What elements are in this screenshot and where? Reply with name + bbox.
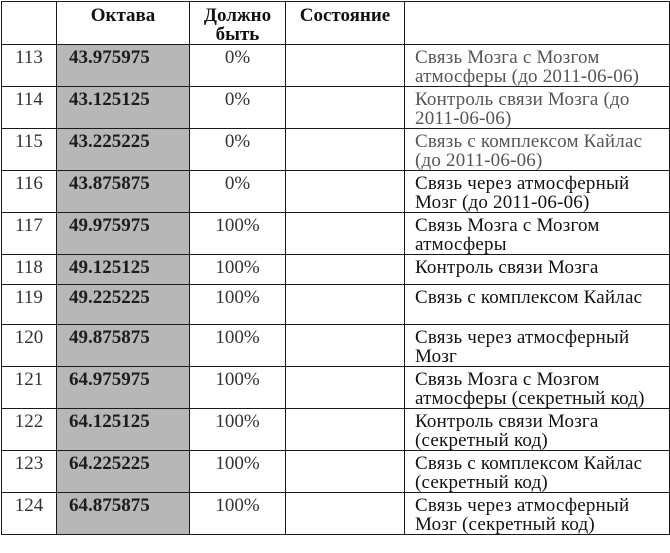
state-cell bbox=[286, 255, 405, 285]
row-number-cell: 114 bbox=[2, 87, 57, 129]
row-number-cell: 122 bbox=[2, 409, 57, 451]
state-cell bbox=[286, 171, 405, 213]
should-be-cell: 100% bbox=[190, 213, 286, 255]
description-cell: Связь через атмосферный Мозг (до 2011-06-06) bbox=[405, 171, 670, 213]
description-cell: Контроль связи Мозга (до 2011-06-06) bbox=[405, 87, 670, 129]
row-number-cell: 124 bbox=[2, 493, 57, 535]
state-cell bbox=[286, 409, 405, 451]
description-cell: Связь с комплексом Кайлас bbox=[405, 285, 670, 325]
should-be-cell: 100% bbox=[190, 409, 286, 451]
table-row bbox=[2, 45, 670, 87]
state-cell bbox=[286, 45, 405, 87]
row-number-cell: 121 bbox=[2, 367, 57, 409]
row-number-cell: 120 bbox=[2, 325, 57, 367]
row-number-cell: 113 bbox=[2, 45, 57, 87]
description-cell: Связь Мозга с Мозгом атмосферы bbox=[405, 213, 670, 255]
table-row bbox=[2, 129, 670, 171]
row-number-cell: 123 bbox=[2, 451, 57, 493]
description-cell: Связь с комплексом Кайлас (секретный код) bbox=[405, 451, 670, 493]
description-cell: Связь Мозга с Мозгом атмосферы (до 2011-06-06) bbox=[405, 45, 670, 87]
octave-cell: 49.875875 bbox=[57, 325, 190, 367]
octave-cell: 43.125125 bbox=[57, 87, 190, 129]
table-row bbox=[2, 87, 670, 129]
state-cell bbox=[286, 285, 405, 325]
header-desc bbox=[405, 2, 670, 45]
should-be-cell: 100% bbox=[190, 285, 286, 325]
should-be-cell: 100% bbox=[190, 451, 286, 493]
octave-cell: 64.125125 bbox=[57, 409, 190, 451]
table-row bbox=[2, 367, 670, 409]
should-be-cell: 0% bbox=[190, 45, 286, 87]
table-header-row bbox=[2, 2, 670, 45]
header-should-be: Должно быть bbox=[190, 2, 286, 45]
octave-cell: 43.875875 bbox=[57, 171, 190, 213]
should-be-cell: 100% bbox=[190, 255, 286, 285]
description-cell: Связь с комплексом Кайлас (до 2011-06-06) bbox=[405, 129, 670, 171]
description-cell: Контроль связи Мозга (секретный код) bbox=[405, 409, 670, 451]
octave-cell: 49.975975 bbox=[57, 213, 190, 255]
row-number-cell: 118 bbox=[2, 255, 57, 285]
octave-cell: 43.225225 bbox=[57, 129, 190, 171]
should-be-cell: 100% bbox=[190, 367, 286, 409]
table-row bbox=[2, 325, 670, 367]
state-cell bbox=[286, 213, 405, 255]
state-cell bbox=[286, 451, 405, 493]
row-number-cell: 117 bbox=[2, 213, 57, 255]
table-row bbox=[2, 171, 670, 213]
description-cell: Связь через атмосферный Мозг (секретный код) bbox=[405, 493, 670, 535]
octave-cell: 43.975975 bbox=[57, 45, 190, 87]
state-cell bbox=[286, 129, 405, 171]
octave-cell: 49.225225 bbox=[57, 285, 190, 325]
state-cell bbox=[286, 325, 405, 367]
state-cell bbox=[286, 493, 405, 535]
octave-cell: 49.125125 bbox=[57, 255, 190, 285]
frequency-table bbox=[1, 1, 670, 535]
should-be-cell: 0% bbox=[190, 87, 286, 129]
table-row bbox=[2, 451, 670, 493]
should-be-cell: 100% bbox=[190, 493, 286, 535]
table-row bbox=[2, 213, 670, 255]
header-state: Состояние bbox=[286, 2, 405, 45]
should-be-cell: 100% bbox=[190, 325, 286, 367]
state-cell bbox=[286, 87, 405, 129]
table-row bbox=[2, 285, 670, 325]
description-cell: Связь через атмосферный Мозг bbox=[405, 325, 670, 367]
header-num bbox=[2, 2, 57, 45]
table-row bbox=[2, 255, 670, 285]
should-be-cell: 0% bbox=[190, 171, 286, 213]
octave-cell: 64.875875 bbox=[57, 493, 190, 535]
state-cell bbox=[286, 367, 405, 409]
should-be-cell: 0% bbox=[190, 129, 286, 171]
row-number-cell: 116 bbox=[2, 171, 57, 213]
table-row bbox=[2, 493, 670, 535]
table-row bbox=[2, 409, 670, 451]
row-number-cell: 119 bbox=[2, 285, 57, 325]
description-cell: Связь Мозга с Мозгом атмосферы (секретный код) bbox=[405, 367, 670, 409]
header-octave: Октава bbox=[57, 2, 190, 45]
octave-cell: 64.975975 bbox=[57, 367, 190, 409]
row-number-cell: 115 bbox=[2, 129, 57, 171]
octave-cell: 64.225225 bbox=[57, 451, 190, 493]
description-cell: Контроль связи Мозга bbox=[405, 255, 670, 285]
